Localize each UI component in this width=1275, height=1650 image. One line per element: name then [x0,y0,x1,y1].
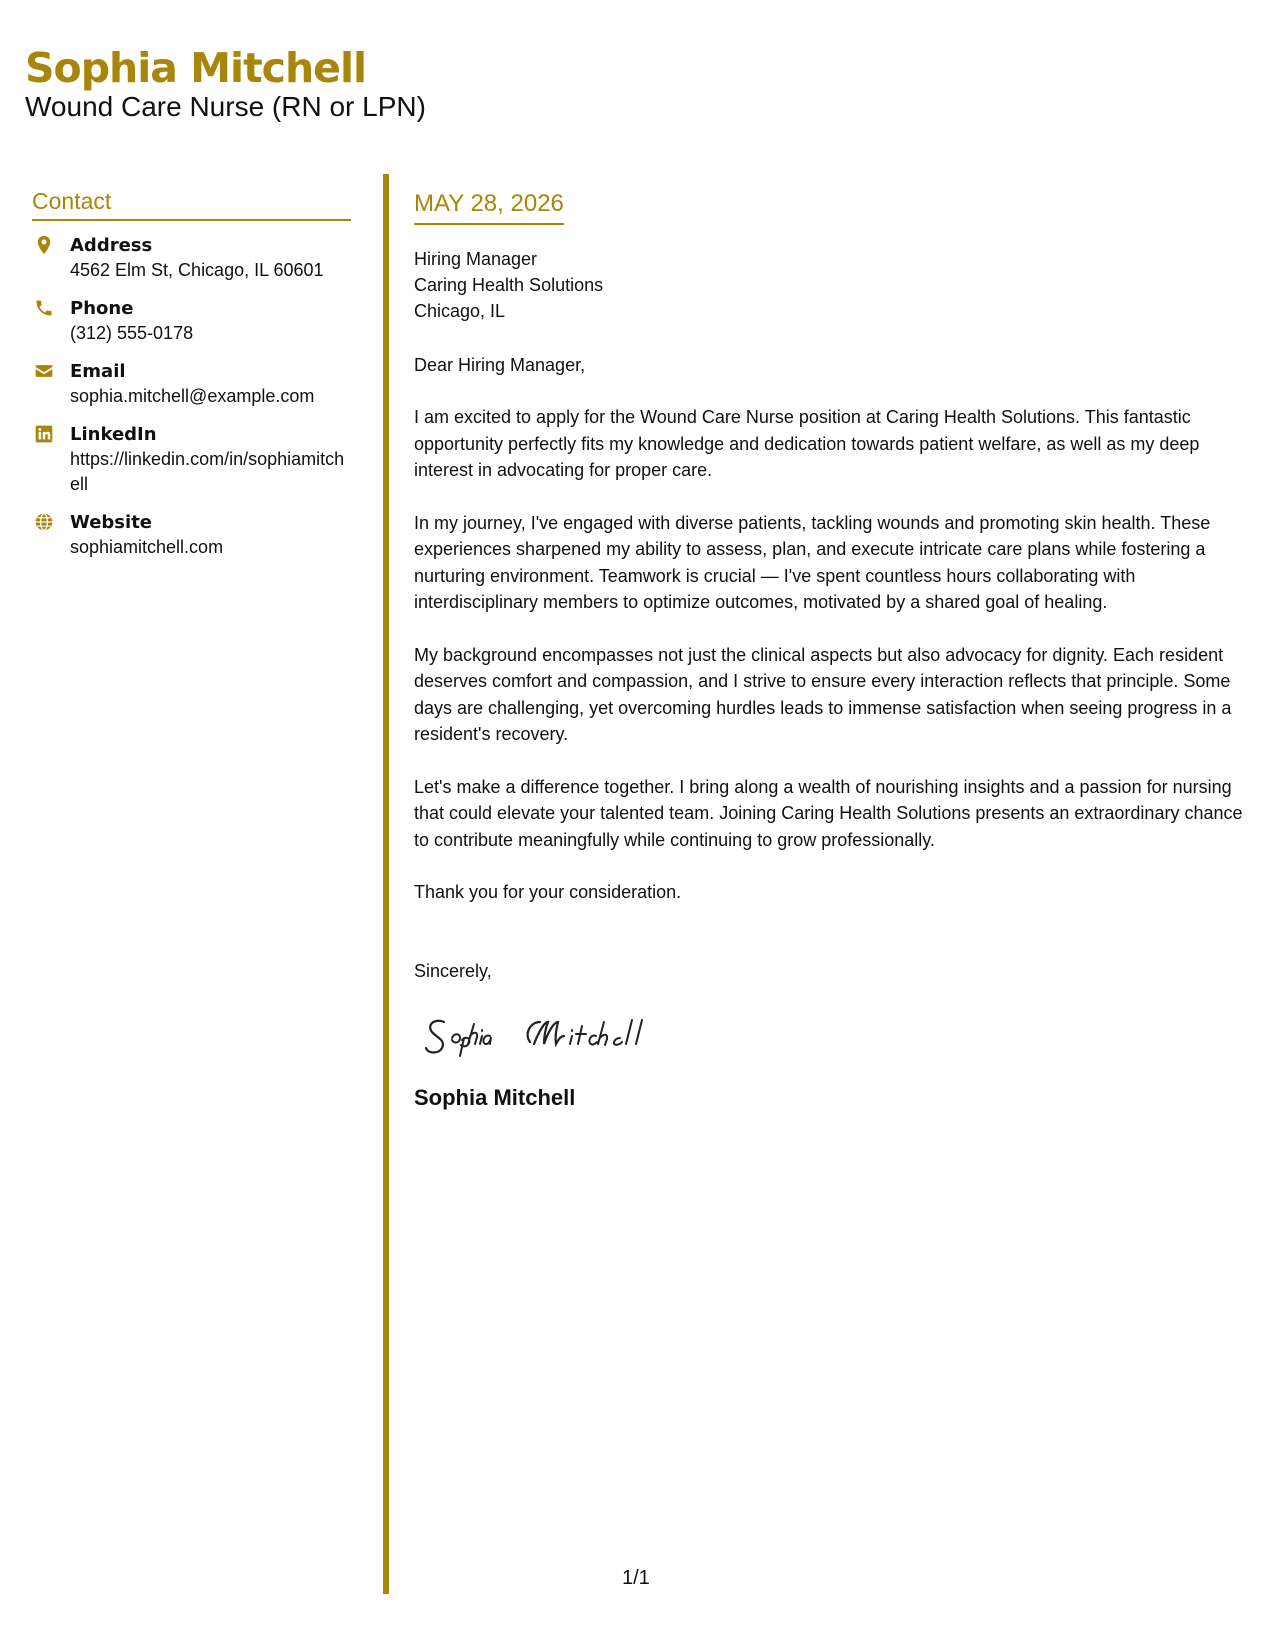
applicant-name: Sophia Mitchell [25,44,367,92]
recipient-location: Chicago, IL [414,301,506,321]
body-paragraph: Let's make a difference together. I bring along a wealth of nourishing insights and a passion for nursing that could elevate your talented team. Joining Caring Health Solutions presents an extraordinary chance to contribute meaningfully while continuing to grow professionally. [414,776,1243,850]
job-title: Wound Care Nurse (RN or LPN) [25,91,426,123]
contact-label: LinkedIn [70,424,157,445]
email-value[interactable]: sophia.mitchell@example.com [70,386,315,406]
body-paragraph: Thank you for your consideration. [414,882,682,902]
recipient-title: Hiring Manager [414,249,538,269]
letter-body [414,190,1249,1111]
page-number: 1/1 [622,1567,650,1589]
contact-sidebar [32,188,351,573]
contact-heading: Contact [32,188,351,221]
contact-item-phone [32,296,351,346]
salutation: Dear Hiring Manager, [414,355,586,375]
contact-item-linkedin [32,422,351,497]
linkedin-icon [34,424,54,444]
recipient-company: Caring Health Solutions [414,275,604,295]
signer-name: Sophia Mitchell [414,1084,576,1110]
phone-value: (312) 555-0178 [70,323,194,343]
linkedin-value[interactable]: https://linkedin.com/in/sophiamitchell [70,449,345,494]
contact-label: Phone [70,298,134,319]
closing: Sincerely, [414,960,492,981]
vertical-divider [383,174,389,1594]
contact-label: Address [70,235,153,256]
contact-label: Website [70,512,153,533]
address-value: 4562 Elm St, Chicago, IL 60601 [70,260,324,280]
contact-item-address [32,233,351,283]
resume-header [25,46,426,123]
recipient-block [414,246,1249,324]
envelope-icon [34,361,54,381]
body-paragraph: I am excited to apply for the Wound Care Nurse position at Caring Health Solutions. This fantastic opportunity perfectly fits my knowledge and dedication towards patient welfare, as well as my deep interest in advocating for proper care. [414,407,1200,480]
map-pin-icon [34,235,54,255]
phone-icon [34,298,54,318]
globe-icon [34,512,54,532]
letter-date: MAY 28, 2026 [414,190,564,225]
signature-image [422,1002,682,1062]
website-value[interactable]: sophiamitchell.com [70,537,224,557]
contact-label: Email [70,361,126,382]
contact-item-email [32,359,351,409]
body-paragraph: In my journey, I've engaged with diverse patients, tackling wounds and promoting skin health. These experiences sharpened my ability to assess, plan, and execute intricate care plans while fostering a nurturing environment. Teamwork is crucial — I've spent countless hours collaborating with interdisciplinary members to optimize outcomes, motivated by a shared goal of healing. [414,512,1211,612]
contact-item-website [32,510,351,560]
body-paragraph: My background encompasses not just the clinical aspects but also advocacy for dignity. Each resident deserves comfort and compassion, and I strive to ensure every interaction reflects that principle. Some days are challenging, yet overcoming hurdles leads to immense satisfaction when seeing progress in a resident's recovery. [414,644,1232,744]
